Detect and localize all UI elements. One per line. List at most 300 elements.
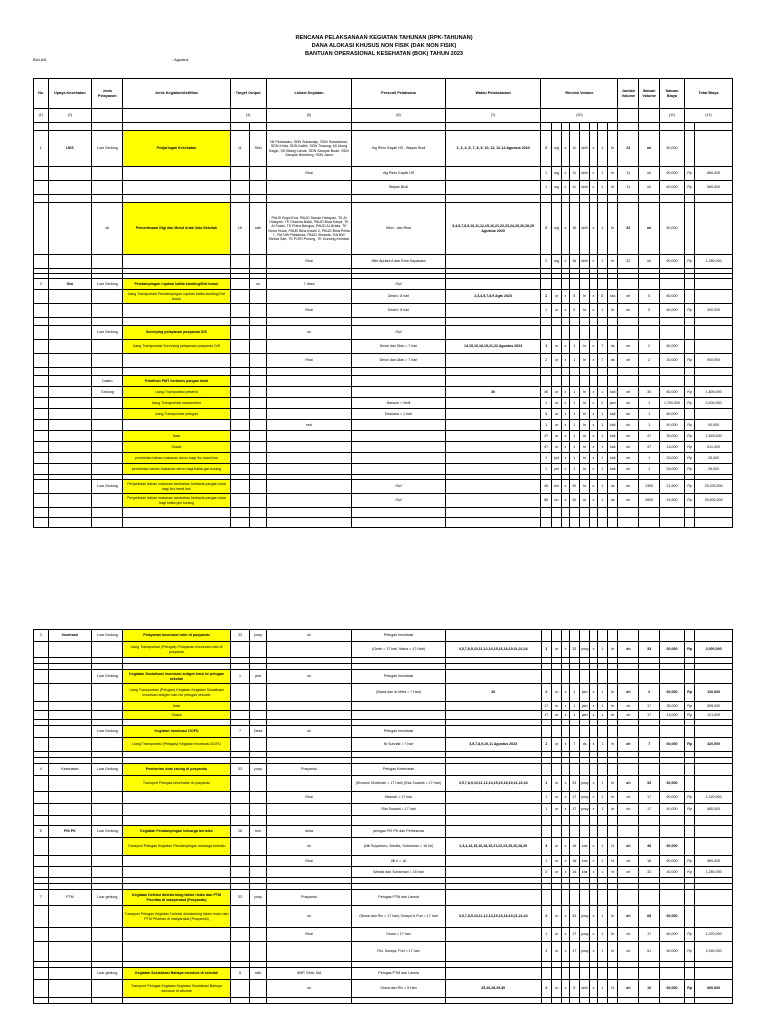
table-row [34, 890, 733, 906]
table-cell: 2 [541, 131, 551, 167]
table-cell: PTM [48, 890, 92, 906]
table-cell: 1 [597, 856, 607, 867]
table-cell: x [562, 906, 569, 928]
table-row [34, 867, 733, 878]
table-cell: x [562, 464, 569, 475]
table-cell: sklh [579, 181, 589, 195]
table-cell: Uang Transportasi narasumber [123, 398, 230, 409]
table-cell: pembelian bahan makanan demo bagi ibu hamil kek [123, 453, 230, 464]
table-cell: (1) [34, 109, 49, 123]
table-cell: x [562, 409, 569, 420]
table-cell: 11 [618, 181, 639, 195]
table-cell: 16 [569, 867, 579, 878]
table-cell: 1 [597, 494, 607, 508]
table-cell: 1 [597, 181, 607, 195]
table-cell: Rp [684, 167, 694, 181]
table-cell: Uang Transportasi peserta [123, 387, 230, 398]
table-cell: hr [607, 167, 617, 181]
table-cell: Hasnah = 17 hari [352, 792, 446, 804]
table-cell: x [590, 420, 597, 431]
table-cell: 1 [569, 684, 579, 702]
table-cell: oh [618, 409, 639, 420]
table-cell: x [562, 387, 569, 398]
table-cell: 11 [569, 181, 579, 195]
table-row [34, 764, 733, 776]
table-cell: kali [607, 442, 617, 453]
table-cell: oh [266, 326, 351, 340]
table-cell: Real [266, 354, 351, 368]
document-title: RENCANA PELAKSANAAN KEGIATAN TAHUNAN (RPK-TAHUNAN) [295, 35, 473, 41]
table-cell: or [551, 684, 561, 702]
table-cell: 25,000 [695, 453, 733, 464]
table-cell: Real [266, 255, 351, 269]
col-target: Target Output [230, 79, 266, 109]
table-cell: 1,645,000 [695, 431, 733, 442]
table-cell: x [590, 480, 597, 494]
table-cell: x [562, 942, 569, 962]
table-cell: Wiwi , dan Rina [352, 203, 446, 255]
table-cell: Luar Gedung [92, 279, 123, 290]
table-cell: 17 [569, 928, 579, 942]
table-cell: 1 [569, 409, 579, 420]
table-cell: 17 [541, 702, 551, 711]
table-cell: x [590, 387, 597, 398]
table-cell: hr [608, 928, 618, 942]
table-cell: posy [580, 776, 590, 792]
table-cell: hr [607, 203, 617, 255]
table-cell: 3 [541, 838, 551, 856]
table-cell: 60,000 [660, 290, 685, 304]
table-cell: Rp [684, 494, 694, 508]
table-cell: 1 [541, 464, 551, 475]
table-cell: oh [618, 442, 639, 453]
table-cell: kali [607, 420, 617, 431]
table-cell: sklh [579, 203, 589, 255]
table-cell: 221,000 [695, 711, 733, 720]
table-cell: Mitri Apriani A dan Ema Sayasasa [352, 255, 446, 269]
table-cell: 2 [541, 255, 551, 269]
table-cell: 60,000 [660, 340, 685, 354]
table-cell: 1 [569, 702, 579, 711]
table-cell: org [551, 203, 561, 255]
table-cell: Kesehatan [48, 764, 92, 776]
table-cell: 35,000 [660, 431, 685, 442]
table-cell: oh [618, 792, 639, 804]
table-cell: Luar Gedung [92, 726, 123, 738]
table-cell: oh [618, 420, 639, 431]
table-cell: x [562, 131, 569, 167]
table-row [34, 968, 733, 980]
rpk-table-top [33, 78, 733, 528]
table-cell: Desni dan Dian = 7 hari [352, 354, 446, 368]
col-satuan-biaya: Satuan Biaya [660, 79, 685, 109]
table-cell: pkrt [250, 670, 267, 684]
table-cell: oh [618, 290, 639, 304]
document-title-block [0, 34, 768, 58]
table-cell: 1,280,000 [695, 867, 733, 878]
table-cell: Rp [685, 792, 695, 804]
table-cell: Kegiatan Pendampingan keluarga berisiko [123, 826, 230, 838]
table-cell: PAUD Buya Ena, PAUD Taman Harapan, TK Al Hidayah, TK Dharma Bakti, PAUD Bina Karya, TK Al Falah, TK Putra Bangsa, PAUD Al-Ikhlas, TK Nurul Huda, PAUD Bina Insani 2, PAUD Bina Pelita I , RA NW Pablanda, PAUD Siwarde, RA NW Mekar Sari, TK PGRI Perung, TK Gunung Kembar [266, 203, 351, 255]
table-cell: 1 [569, 464, 579, 475]
table-row [34, 738, 733, 752]
table-cell: SMP, SMA, MA [266, 968, 351, 980]
table-cell: 60,000 [660, 792, 685, 804]
table-cell: 1 [597, 867, 607, 878]
table-cell: sklh [579, 131, 589, 167]
table-cell: x [590, 642, 597, 658]
table-cell: posy [250, 890, 267, 906]
table-cell: Rin, Suraya, Puri = 17 hari [352, 942, 446, 962]
table-cell: x [590, 464, 597, 475]
table-cell: 1 [597, 928, 607, 942]
table-cell: Rp [684, 453, 694, 464]
table-cell: Luar gedung [92, 890, 123, 906]
table-cell: Transport Petugas Kegiatan Deteksi dini/skrining faktor risiko dan PTM Prioritas di masyarakat (Posyandu) [123, 906, 230, 928]
table-cell: Desa [250, 726, 267, 738]
table-cell: oh [618, 304, 639, 318]
table-cell: 11 [230, 131, 250, 167]
table-cell: x [590, 131, 597, 167]
table-cell: Rp [684, 480, 694, 494]
table-cell: (5) [266, 109, 351, 123]
table-cell: 660,000 [695, 181, 733, 195]
table-cell: 21,500 [660, 480, 685, 494]
table-cell: (7) [445, 109, 541, 123]
table-cell: Rp [684, 387, 694, 398]
table-cell: pkrt [580, 684, 590, 702]
table-row [34, 279, 733, 290]
table-cell: 16 [230, 203, 250, 255]
table-cell: x [590, 167, 597, 181]
table-cell: or [551, 838, 561, 856]
table-cell: 1 [597, 480, 607, 494]
table-row [34, 776, 733, 792]
table-row [34, 167, 733, 181]
table-cell: kali [607, 464, 617, 475]
table-cell: 3,5,7,8,9,10,11,12,14,15,16,18,19,21,22,24 [445, 776, 541, 792]
table-row [34, 387, 733, 398]
table-cell: oh [618, 494, 639, 508]
table-cell: 32 [618, 203, 639, 255]
table-cell: Luar gedung [92, 968, 123, 980]
table-cell: hr [579, 431, 589, 442]
table-cell: org [551, 131, 561, 167]
table-row [34, 340, 733, 354]
table-row [34, 420, 733, 431]
bulan-value: : Agustus [172, 57, 189, 62]
table-cell: 30,000 [660, 354, 685, 368]
table-cell: x [590, 494, 597, 508]
table-cell: Dewa dan Rin = 5 Hari [352, 980, 446, 998]
table-cell: oh [266, 980, 351, 998]
table-cell: 26,000 [695, 464, 733, 475]
table-cell: 47 [541, 442, 551, 453]
table-cell: org [551, 167, 561, 181]
table-cell: 1,280,000 [695, 255, 733, 269]
table-cell: 7 [230, 726, 250, 738]
table-cell: 26,000 [660, 464, 685, 475]
table-cell: oh [639, 203, 660, 255]
table-cell: ds [607, 494, 617, 508]
column-number-row [34, 109, 733, 123]
table-cell: 595,000 [695, 702, 733, 711]
table-cell: hl [608, 856, 618, 867]
table-cell: 1 [569, 387, 579, 398]
table-cell: 1 [597, 804, 607, 816]
table-cell: pkrt [580, 711, 590, 720]
table-cell: x [562, 838, 569, 856]
table-cell: 60,000 [660, 856, 685, 867]
table-cell: 1 [569, 354, 579, 368]
table-row [34, 726, 733, 738]
table-cell: oh [618, 804, 639, 816]
table-cell: 40,000 [695, 420, 733, 431]
table-cell: hl [608, 867, 618, 878]
table-cell: hr [579, 409, 589, 420]
table-cell: 1 [569, 398, 579, 409]
table-cell: 32 [618, 255, 639, 269]
table-cell: 2 [34, 279, 49, 290]
table-cell: 3,5,7,8,9,10,11,12,14,15,16,18,19,21,22,24 [445, 642, 541, 658]
table-cell: oh [266, 906, 351, 928]
table-cell: Snack [123, 711, 230, 720]
table-cell: Luar Gedung [92, 826, 123, 838]
table-cell: 60,000 [660, 906, 685, 928]
table-cell: Rp [684, 442, 694, 453]
table-cell: Rita Susanti = 17 hari [352, 804, 446, 816]
table-cell: oh [618, 387, 639, 398]
table-cell: 1 [541, 928, 551, 942]
table-cell: 1 [597, 409, 607, 420]
table-row [34, 181, 733, 195]
table-cell: or [551, 354, 561, 368]
table-cell: oh [618, 738, 639, 752]
table-cell: x [590, 928, 597, 942]
table-cell: (Nili Suyantoro, Wanita, Suharman = 16 hri) [352, 838, 446, 856]
table-cell: 60,000 [660, 684, 685, 702]
table-cell: Uang Transportasi (Petugas) Pelayanan Imunisasi rutin di posyandu [123, 642, 230, 658]
table-cell: 1 [541, 340, 551, 354]
table-cell: oh [618, 354, 639, 368]
table-cell: Pemberian obat cacing di posyandu [123, 764, 230, 776]
col-personil: Personil Pelaksana [352, 79, 446, 109]
table-cell: Uang Transportasi Pendampingan rujukan balita stunting/Gizi buruk [123, 290, 230, 304]
table-cell: 1350 [639, 480, 660, 494]
table-cell: 680,000 [695, 804, 733, 816]
table-cell: oh [618, 480, 639, 494]
table-cell: hr [579, 453, 589, 464]
table-cell: Pelayanan Imunisasi rutin di posyandu [123, 630, 230, 642]
table-cell: 10 [639, 980, 660, 998]
table-cell: x [562, 340, 569, 354]
table-cell: Posyandu [266, 764, 351, 776]
table-cell: Desni dan Dian = 7 hari [352, 340, 446, 354]
table-cell: 3 [541, 942, 551, 962]
table-cell: 16 [569, 838, 579, 856]
col-total: Total Biaya [684, 79, 732, 109]
table-cell: Gedung [92, 387, 123, 398]
table-cell: 16,500 [660, 494, 685, 508]
table-cell: 1 [34, 131, 49, 167]
table-cell: 60,000 [660, 928, 685, 942]
table-cell: oh [250, 279, 267, 290]
table-cell: bm [551, 480, 561, 494]
table-cell: x [562, 304, 569, 318]
table-cell: 17 [639, 702, 660, 711]
table-cell: or [551, 642, 561, 658]
table-cell: Rp [685, 804, 695, 816]
table-cell: 60,000 [660, 738, 685, 752]
table-cell: 17 [569, 792, 579, 804]
table-cell: 47 [541, 431, 551, 442]
table-cell: Rp [685, 980, 695, 998]
table-cell: x [562, 442, 569, 453]
table-cell: 29,025,000 [695, 480, 733, 494]
table-cell: 1 [639, 398, 660, 409]
table-row [34, 804, 733, 816]
table-cell: Rp [685, 942, 695, 962]
table-cell: Petugas Imunisasi [352, 726, 446, 738]
table-cell: Rp [684, 255, 694, 269]
table-cell: 33 [569, 642, 579, 658]
table-cell: x [590, 702, 597, 711]
table-cell: Kegiatan Deteksi dini/skrining faktor risiko dan PTM Prioritas di masyarakat (Posyandu) [123, 890, 230, 906]
table-cell: Rp [684, 354, 694, 368]
table-cell: 2 [639, 340, 660, 354]
table-cell [684, 131, 694, 167]
table-cell: Penjaringan Kesehatan [123, 131, 230, 167]
table-cell: sklh [250, 203, 267, 255]
table-cell: 16 [230, 826, 250, 838]
table-cell: 68 [639, 906, 660, 928]
table-cell: oh [618, 398, 639, 409]
table-row [34, 203, 733, 255]
table-cell: Surveying pelayanan posyandu D/S [123, 326, 230, 340]
table-cell: 40,000 [660, 942, 685, 962]
table-cell: Rp [684, 181, 694, 195]
table-cell: 30 [445, 387, 541, 398]
table-row [34, 304, 733, 318]
table-cell: Real [266, 856, 351, 867]
table-cell: Real [266, 167, 351, 181]
table-cell: 1 [569, 431, 579, 442]
table-cell: 1 [597, 642, 607, 658]
table-cell: or [551, 980, 561, 998]
table-cell: Kegiatan Sosialisasi imunisasi antigen baru ke petugas sekolah [123, 670, 230, 684]
table-cell: Transport Petugas Kegiatan Kegiatan Sosialisasi Bahaya merokok di sekolah [123, 980, 230, 998]
header-row [34, 79, 733, 109]
table-cell: 60,000 [660, 409, 685, 420]
table-cell: 1 [639, 453, 660, 464]
table-cell: or [551, 387, 561, 398]
table-row [34, 480, 733, 494]
table-cell: 120,000 [695, 684, 733, 702]
table-cell: 3,5,7,8,9,10,11,12,14,15,16,18,19,21,22,24 [445, 906, 541, 928]
table-cell: or [551, 738, 561, 752]
table-cell: Gizi [352, 494, 446, 508]
table-cell: Petugas Imunisasi [352, 630, 446, 642]
table-cell: Rp [685, 867, 695, 878]
table-cell: sklh [250, 968, 267, 980]
col-no: No [34, 79, 49, 109]
table-cell: posy [580, 792, 590, 804]
table-cell: Rp [685, 684, 695, 702]
table-cell: 17 [569, 804, 579, 816]
table-cell: 47 [639, 431, 660, 442]
table-row [34, 838, 733, 856]
table-cell: x [590, 684, 597, 702]
table-cell: 35,000 [660, 702, 685, 711]
table-cell: 1 [597, 980, 607, 998]
table-row [34, 131, 733, 167]
table-cell: Transport Petugas Kegiatan Pendampingan keluarga berisiko [123, 838, 230, 856]
col-lokasi: Lokasi Kegiatan [266, 79, 351, 109]
table-cell: Rp [684, 431, 694, 442]
table-cell: 2 [541, 354, 551, 368]
table-cell: Gizi [352, 279, 446, 290]
table-cell: 5 [34, 826, 49, 838]
table-cell: Nasi [123, 431, 230, 442]
table-cell: 5 [597, 290, 607, 304]
table-cell: 1 [597, 304, 607, 318]
table-cell: x [562, 494, 569, 508]
table-cell: or [551, 804, 561, 816]
table-cell: Petugas Imunisasi [352, 670, 446, 684]
table-cell: hr [608, 702, 618, 711]
table-cell: 1 [541, 304, 551, 318]
table-row [34, 442, 733, 453]
table-cell: Penyediaan bahan makanan tambahan berbasis pangan lokal bagi ibu hamil kek [123, 480, 230, 494]
table-cell: 60,000 [660, 642, 685, 658]
table-cell: Kegiatan Sosialisasi Bahaya merokok di sekolah [123, 968, 230, 980]
col-waktu: Waktu Pelaksanaan [445, 79, 541, 109]
table-cell: 420,000 [695, 738, 733, 752]
rpk-table-bottom [33, 629, 733, 1004]
table-cell: x [562, 738, 569, 752]
table-cell: x [562, 776, 569, 792]
table-cell: Ilili h = 16 [352, 856, 446, 867]
table-row [34, 326, 733, 340]
table-cell: hr [579, 398, 589, 409]
table-cell: 25,000 [660, 453, 685, 464]
table-cell: Nasi [123, 702, 230, 711]
table-cell: Real [266, 792, 351, 804]
table-cell: kali [607, 453, 617, 464]
table-cell: posy [250, 764, 267, 776]
table-cell: 4 [34, 764, 49, 776]
table-cell: 960,000 [695, 856, 733, 867]
table-row [34, 354, 733, 368]
table-cell: UKS [48, 131, 92, 167]
table-cell: 1,800,000 [695, 387, 733, 398]
table-cell: 16 [569, 856, 579, 867]
table-cell: oh [618, 980, 639, 998]
table-cell: 5 [639, 290, 660, 304]
table-cell: (12) [684, 109, 732, 123]
table-cell: Pendampingan rujukan balita stunting/Gizi buruk [123, 279, 230, 290]
table-cell: x [590, 255, 597, 269]
table-cell: sklh [579, 167, 589, 181]
table-cell: (2) [48, 109, 92, 123]
bulan-label: BULAN [33, 57, 47, 62]
table-cell: 1 [597, 167, 607, 181]
table-cell: 3,5,7,8,9,10,11 Agustus 2023 [445, 738, 541, 752]
table-cell: Uang Transportasi Surveying pelayanan posyandu D/S [123, 340, 230, 354]
table-cell: x [590, 290, 597, 304]
table-cell: hr [608, 792, 618, 804]
table-cell: or [551, 702, 561, 711]
